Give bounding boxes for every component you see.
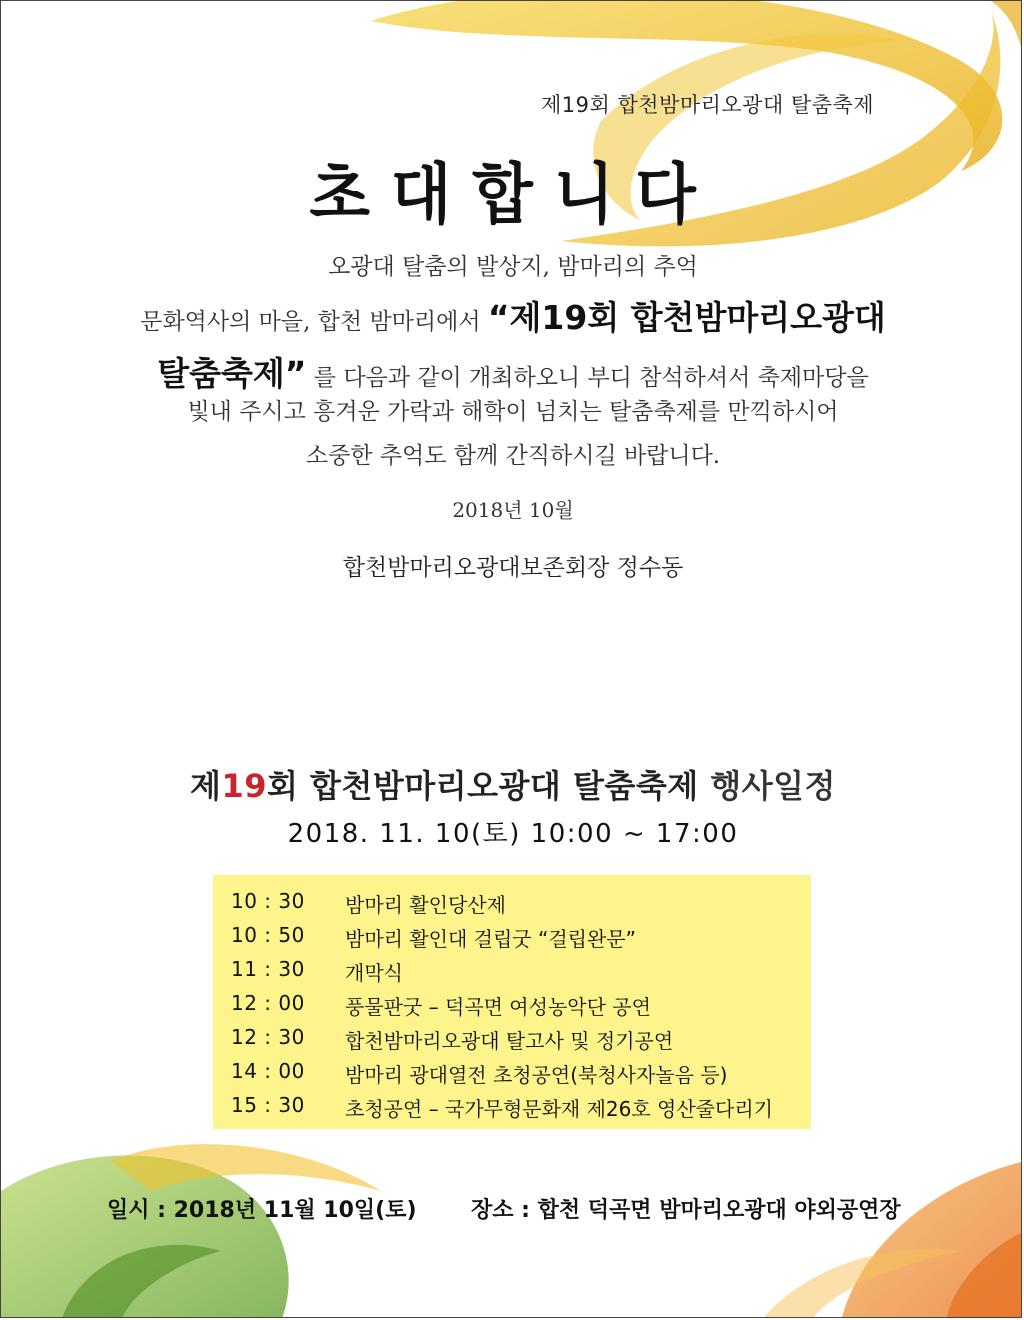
schedule-time: 12 : 30 xyxy=(231,1025,305,1049)
schedule-time: 10 : 50 xyxy=(231,923,305,947)
schedule-datetime: 2018. 11. 10(토) 10:00 ~ 17:00 xyxy=(287,819,739,849)
invitation-line-4: 빛내 주시고 흥겨운 가락과 해학이 넘치는 탈춤축제를 만끽하시어 xyxy=(187,399,839,425)
schedule-title-mid: 회 합천밤마리오광대 탈춤축제 xyxy=(267,767,711,805)
schedule-table xyxy=(213,875,811,1129)
schedule-event: 밤마리 활인대 걸립굿 “걸립완문” xyxy=(345,927,636,951)
event-venue: 장소 : 합천 덕곡면 밤마리오광대 야외공연장 xyxy=(471,1198,901,1223)
schedule-event: 개막식 xyxy=(345,961,403,985)
schedule-event: 합천밤마리오광대 탈고사 및 정기공연 xyxy=(345,1029,674,1053)
schedule-row xyxy=(213,1087,811,1121)
schedule-time: 11 : 30 xyxy=(231,957,305,981)
signer: 합천밤마리오광대보존회장 정수동 xyxy=(342,555,684,581)
schedule-time: 15 : 30 xyxy=(231,1093,305,1117)
festival-name-highlight-end: 탈춤축제” xyxy=(157,354,307,393)
schedule-title-pre: 제 xyxy=(190,767,222,805)
schedule-row xyxy=(213,883,811,917)
invitation-line-1: 오광대 탈춤의 발상지, 밤마리의 추억 xyxy=(328,254,698,280)
schedule-event: 밤마리 활인당산제 xyxy=(345,893,506,917)
invitation-line-5: 소중한 추억도 함께 간직하시길 바랍니다. xyxy=(305,443,721,469)
schedule-time: 12 : 00 xyxy=(231,991,305,1015)
page-title: 초대합니다 xyxy=(309,155,717,233)
festival-subtitle: 제19회 합천밤마리오광대 탈춤축제 xyxy=(541,93,875,117)
schedule-row xyxy=(213,1019,811,1053)
schedule-title-post: 행사일정 xyxy=(710,767,836,805)
invitation-line-2-text: 문화역사의 마을, 합천 밤마리에서 xyxy=(140,309,488,335)
schedule-row xyxy=(213,985,811,1019)
schedule-row xyxy=(213,1053,811,1087)
invitation-date: 2018년 10월 xyxy=(452,498,574,522)
schedule-time: 10 : 30 xyxy=(231,889,305,913)
schedule-event: 초청공연 – 국가무형문화재 제26호 영산줄다리기 xyxy=(345,1097,773,1121)
schedule-title-number: 19 xyxy=(221,767,267,805)
schedule-time: 14 : 00 xyxy=(231,1059,305,1083)
schedule-row xyxy=(213,917,811,951)
schedule-title xyxy=(1,761,1022,807)
festival-name-highlight: “제19회 합천밤마리오광대 xyxy=(487,298,886,337)
event-date: 일시 : 2018년 11월 10일(토) xyxy=(107,1198,417,1223)
schedule-event: 밤마리 광대열전 초청공연(북청사자놀음 등) xyxy=(345,1063,728,1087)
schedule-row xyxy=(213,951,811,985)
invitation-line-3 xyxy=(1,354,1022,393)
invitation-line-3-text: 를 다음과 같이 개최하오니 부디 참석하셔서 축제마당을 xyxy=(306,365,869,391)
invitation-line-2 xyxy=(1,298,1022,337)
schedule-event: 풍물판굿 – 덕곡면 여성농악단 공연 xyxy=(345,995,651,1019)
